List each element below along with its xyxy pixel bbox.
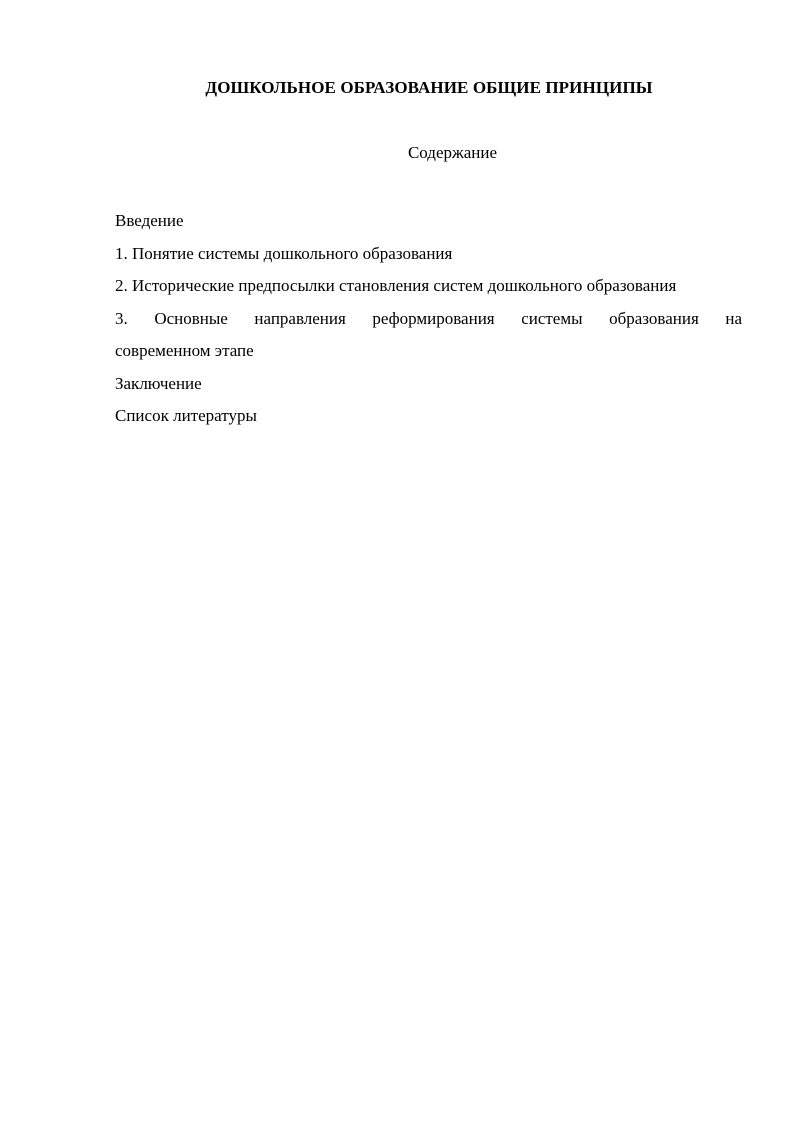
toc-item-section-3-line-2: современном этапе [115,341,254,360]
toc-item-section-3-line-1: 3. Основные направления реформирования системы образования на [115,308,742,328]
table-of-contents [115,205,742,433]
toc-item-references: Список литературы [115,406,257,425]
toc-item-section-2: 2. Исторические предпосылки становления систем дошкольного образования [115,276,677,295]
toc-item-introduction: Введение [115,211,184,230]
toc-item-section-3 [115,303,742,368]
document-title: ДОШКОЛЬНОЕ ОБРАЗОВАНИЕ ОБЩИЕ ПРИНЦИПЫ [205,78,653,97]
toc-heading: Содержание [407,143,498,162]
toc-item-section-1: 1. Понятие системы дошкольного образования [115,243,453,263]
toc-item-conclusion: Заключение [115,373,202,393]
